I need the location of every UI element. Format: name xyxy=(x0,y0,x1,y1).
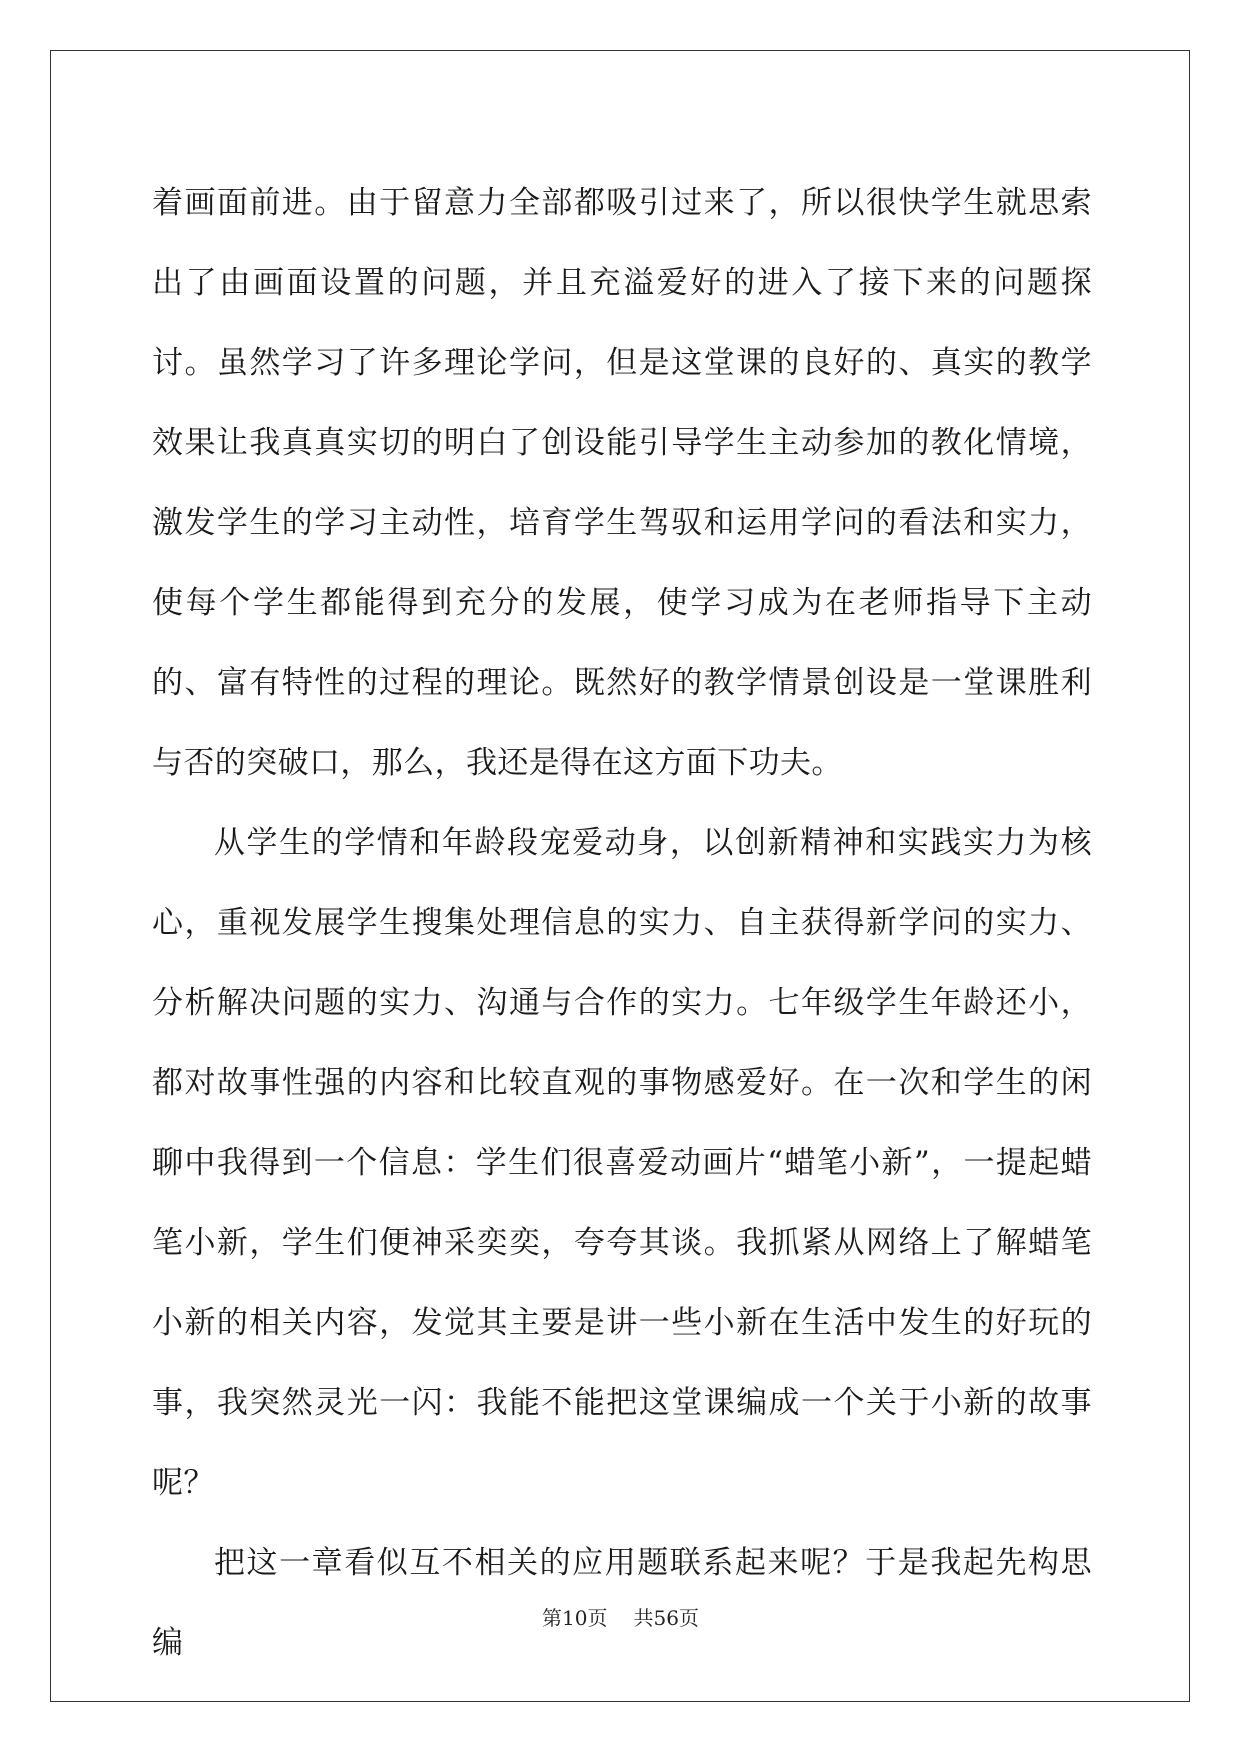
paragraph-1: 着画面前进。由于留意力全部都吸引过来了，所以很快学生就思索出了由画面设置的问题，并且充溢爱好的进入了接下来的问题探讨。虽然学习了许多理论学问，但是这堂课的良好的、真实的教学效果让我真真实切的明白了创设能引导学生主动参加的教化情境，激发学生的学习主动性，培育学生驾驭和运用学问的看法和实力，使每个学生都能得到充分的发展，使学习成为在老师指导下主动的、富有特性的过程的理论。既然好的教学情景创设是一堂课胜利与否的突破口，那么，我还是得在这方面下功夫。 xyxy=(152,185,1092,781)
page-footer xyxy=(0,1602,1241,1631)
document-body xyxy=(152,163,1092,1683)
page-total: 共56页 xyxy=(633,1606,699,1630)
page-number: 第10页 xyxy=(542,1606,608,1630)
paragraph-3: 把这一章看似互不相关的应用题联系起来呢？于是我起先构思编 xyxy=(152,1545,1092,1661)
paragraph-2: 从学生的学情和年龄段宠爱动身，以创新精神和实践实力为核心，重视发展学生搜集处理信息的实力、自主获得新学问的实力、分析解决问题的实力、沟通与合作的实力。七年级学生年龄还小，都对故事性强的内容和比较直观的事物感爱好。在一次和学生的闲聊中我得到一个信息：学生们很喜爱动画片“蜡笔小新”，一提起蜡笔小新，学生们便神采奕奕，夸夸其谈。我抓紧从网络上了解蜡笔小新的相关内容，发觉其主要是讲一些小新在生活中发生的好玩的事，我突然灵光一闪：我能不能把这堂课编成一个关于小新的故事呢？ xyxy=(152,825,1092,1501)
